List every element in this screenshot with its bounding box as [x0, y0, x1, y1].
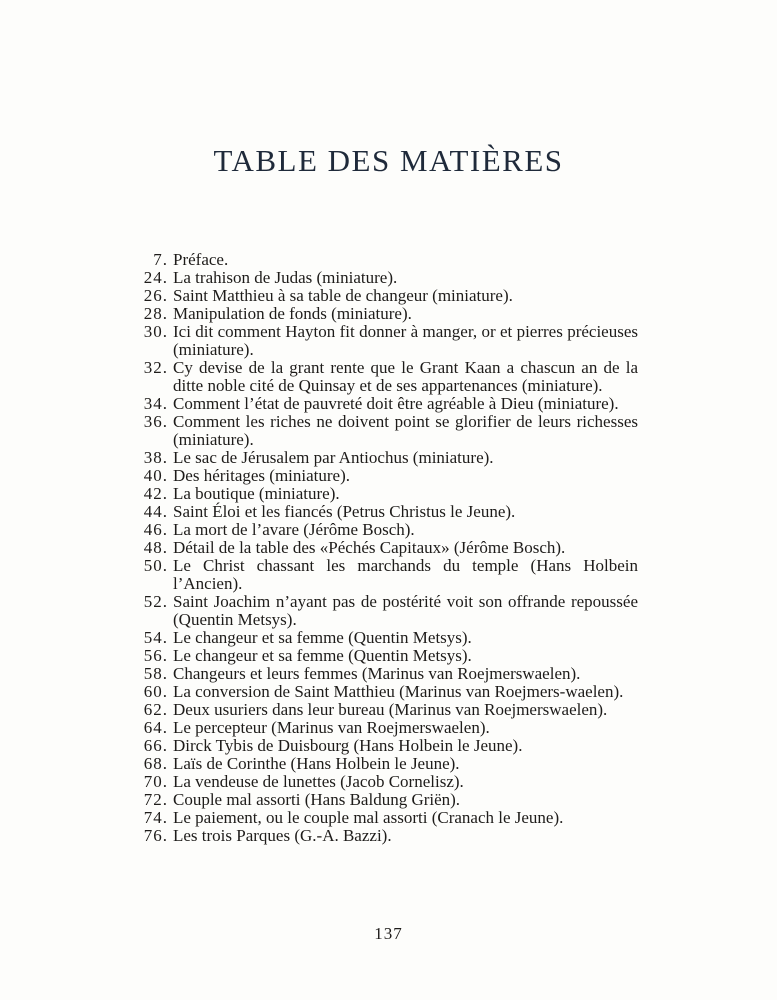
toc-page-number: 72. — [143, 790, 168, 809]
toc-entry-text: Le sac de Jérusalem par Antiochus (miniature). — [173, 448, 494, 467]
toc-entry-text: Saint Joachim n’ayant pas de postérité voit son offrande repoussée (Quentin Metsys). — [173, 592, 638, 629]
toc-page-number: 56. — [143, 646, 168, 665]
toc-entry — [118, 449, 638, 467]
toc-entry — [118, 413, 638, 449]
toc-entry-text: Changeurs et leurs femmes (Marinus van Roejmerswaelen). — [173, 664, 581, 683]
toc-page-number: 38. — [143, 448, 168, 467]
toc-entry — [118, 629, 638, 647]
toc-entry — [118, 809, 638, 827]
page-title: TABLE DES MATIÈRES — [213, 142, 564, 178]
toc-page-number: 76. — [143, 826, 168, 845]
toc-entry-text: Le percepteur (Marinus van Roejmerswaelen). — [173, 718, 490, 737]
toc-entry-text: La vendeuse de lunettes (Jacob Cornelisz). — [173, 772, 464, 791]
toc-entry — [118, 593, 638, 629]
page-number: 137 — [374, 924, 403, 943]
toc-entry-text: Manipulation de fonds (miniature). — [173, 304, 412, 323]
toc-entry-text: Laïs de Corinthe (Hans Holbein le Jeune). — [173, 754, 460, 773]
toc-entry — [118, 827, 638, 845]
toc-entry-text: Dirck Tybis de Duisbourg (Hans Holbein le Jeune). — [173, 736, 523, 755]
toc-entry — [118, 359, 638, 395]
toc-page-number: 30. — [143, 322, 168, 341]
toc-entry — [118, 665, 638, 683]
toc-page-number: 34. — [143, 394, 168, 413]
toc-page-number: 70. — [143, 772, 168, 791]
toc-entry-text: Le changeur et sa femme (Quentin Metsys). — [173, 628, 472, 647]
toc-entry-text: Cy devise de la grant rente que le Grant Kaan a chascun an de la ditte noble cité de Quinsay et de ses appartenances (miniature). — [173, 358, 638, 395]
toc-entry-text: Le paiement, ou le couple mal assorti (Cranach le Jeune). — [173, 808, 564, 827]
toc-entry — [118, 251, 638, 269]
toc-page-number: 58. — [143, 664, 168, 683]
toc-page-number: 48. — [143, 538, 168, 557]
toc-entry — [118, 647, 638, 665]
toc-page-number: 42. — [143, 484, 168, 503]
toc-page-number: 7. — [153, 250, 168, 269]
toc-entry-text: La boutique (miniature). — [173, 484, 340, 503]
toc-entry-text: Comment les riches ne doivent point se glorifier de leurs richesses (miniature). — [173, 412, 638, 449]
toc-entry — [118, 701, 638, 719]
toc-page-number: 52. — [143, 592, 168, 611]
toc-entry — [118, 395, 638, 413]
toc-page-number: 60. — [143, 682, 168, 701]
toc-entry — [118, 719, 638, 737]
toc-entry — [118, 539, 638, 557]
toc-page-number: 26. — [143, 286, 168, 305]
toc-entry — [118, 755, 638, 773]
toc-entry — [118, 467, 638, 485]
toc-entry-text: Saint Éloi et les fiancés (Petrus Christus le Jeune). — [173, 502, 516, 521]
toc-page-number: 32. — [143, 358, 168, 377]
toc-entry-text: Ici dit comment Hayton fit donner à manger, or et pierres précieuses (miniature). — [173, 322, 638, 359]
toc-entry — [118, 557, 638, 593]
toc-page-number: 40. — [143, 466, 168, 485]
toc-entry-text: Détail de la table des «Péchés Capitaux» (Jérôme Bosch). — [173, 538, 566, 557]
toc-entry-text: Comment l’état de pauvreté doit être agréable à Dieu (miniature). — [173, 394, 619, 413]
toc-entry — [118, 773, 638, 791]
toc-page-number: 54. — [143, 628, 168, 647]
toc-entry-text: Le Christ chassant les marchands du temple (Hans Holbein l’Ancien). — [173, 556, 638, 593]
toc-entry — [118, 791, 638, 809]
toc-page-number: 46. — [143, 520, 168, 539]
toc-page-number: 44. — [143, 502, 168, 521]
toc-page-number: 74. — [143, 808, 168, 827]
toc-page-number: 36. — [143, 412, 168, 431]
toc-entry-text: La trahison de Judas (miniature). — [173, 268, 398, 287]
toc-entry-text: Couple mal assorti (Hans Baldung Griën). — [173, 790, 461, 809]
toc-entry — [118, 521, 638, 539]
toc-entry — [118, 269, 638, 287]
toc-entry-text: La mort de l’avare (Jérôme Bosch). — [173, 520, 415, 539]
toc-entry — [118, 737, 638, 755]
table-of-contents — [118, 251, 638, 845]
toc-entry-text: La conversion de Saint Matthieu (Marinus van Roejmers-waelen). — [173, 682, 624, 701]
toc-entry-text: Saint Matthieu à sa table de changeur (miniature). — [173, 286, 513, 305]
toc-entry-text: Des héritages (miniature). — [173, 466, 351, 485]
toc-page-number: 66. — [143, 736, 168, 755]
toc-page-number: 64. — [143, 718, 168, 737]
toc-entry — [118, 305, 638, 323]
toc-entry — [118, 683, 638, 701]
toc-page-number: 24. — [143, 268, 168, 287]
toc-entry-text: Le changeur et sa femme (Quentin Metsys). — [173, 646, 472, 665]
toc-entry — [118, 485, 638, 503]
toc-page-number: 68. — [143, 754, 168, 773]
toc-entry — [118, 323, 638, 359]
toc-page-number: 28. — [143, 304, 168, 323]
toc-page-number: 62. — [143, 700, 168, 719]
toc-entry — [118, 503, 638, 521]
toc-entry-text: Les trois Parques (G.-A. Bazzi). — [173, 826, 392, 845]
toc-entry-text: Préface. — [173, 250, 229, 269]
toc-page-number: 50. — [143, 556, 168, 575]
toc-entry — [118, 287, 638, 305]
toc-entry-text: Deux usuriers dans leur bureau (Marinus van Roejmerswaelen). — [173, 700, 608, 719]
